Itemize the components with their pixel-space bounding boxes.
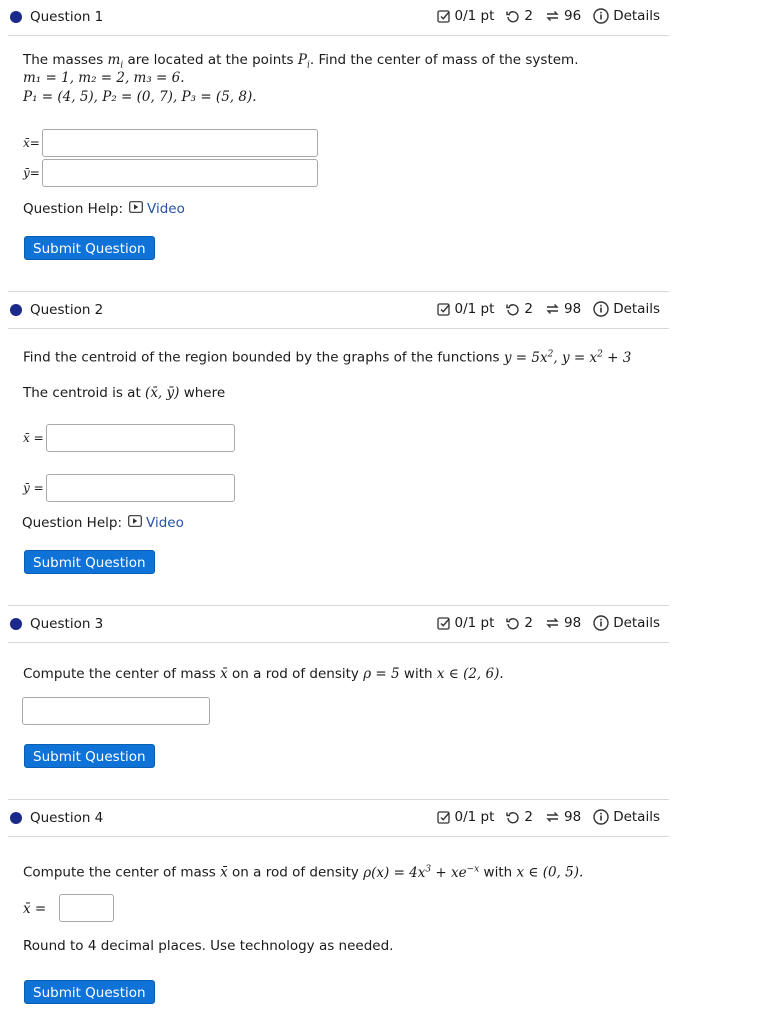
video-label: Video xyxy=(146,515,184,531)
question-2-prompt xyxy=(23,345,631,367)
xbar-label: x̄= xyxy=(23,136,40,150)
prompt-text-2: on a rod of density xyxy=(232,864,359,881)
question-status-dot xyxy=(10,11,22,23)
score-icon xyxy=(437,302,451,316)
math-mi: $m_i$ xyxy=(107,52,124,71)
question-2-header xyxy=(0,293,670,329)
prompt-text-3: with xyxy=(403,666,433,682)
question-meta xyxy=(437,301,660,317)
tries-text: 2 xyxy=(524,809,533,825)
score-text: 0/1 pt xyxy=(454,809,495,825)
question-status-dot xyxy=(10,812,22,824)
answer-input[interactable] xyxy=(22,697,210,725)
score-icon xyxy=(437,810,451,824)
video-link[interactable] xyxy=(128,515,184,531)
info-icon[interactable] xyxy=(593,809,609,825)
tries-icon xyxy=(506,302,520,316)
divider xyxy=(8,291,669,292)
xbar-label: x̄ = xyxy=(23,901,47,917)
xbar-input[interactable] xyxy=(46,424,235,452)
retry-icon xyxy=(545,810,560,824)
retry-icon xyxy=(545,9,560,23)
question-title: Question 3 xyxy=(30,616,104,632)
ybar-input[interactable] xyxy=(46,474,235,502)
question-meta xyxy=(437,8,660,24)
where-text: where xyxy=(183,385,226,401)
question-3-header xyxy=(0,607,670,643)
question-1-header xyxy=(0,0,670,36)
divider xyxy=(8,328,669,329)
question-3-prompt xyxy=(23,665,504,683)
divider xyxy=(8,642,669,643)
retry-icon xyxy=(545,616,560,630)
prompt-text-3: . Find the center of mass of the system. xyxy=(309,52,579,68)
play-icon xyxy=(129,201,143,217)
tries-text: 2 xyxy=(524,8,533,24)
details-link[interactable]: Details xyxy=(613,301,660,317)
retries-text: 98 xyxy=(564,615,582,631)
xbar-label: x̄ = xyxy=(23,431,44,445)
question-title: Question 2 xyxy=(30,302,104,318)
retry-icon xyxy=(545,302,560,316)
details-link[interactable]: Details xyxy=(613,8,660,24)
density-math: $\rho(x) = 4x^3 + xe^{-x}$ xyxy=(363,864,480,881)
tries-text: 2 xyxy=(524,615,533,631)
info-icon[interactable] xyxy=(593,8,609,24)
help-label: Question Help: xyxy=(22,515,122,531)
info-icon[interactable] xyxy=(593,301,609,317)
math-pi: $P_i$ xyxy=(297,52,310,71)
tries-text: 2 xyxy=(524,301,533,317)
centroid-math: (x̄, ȳ) xyxy=(145,385,180,401)
masses-math: m₁ = 1, m₂ = 2, m₃ = 6. xyxy=(23,70,185,86)
prompt-text-2: are located at the points xyxy=(123,52,298,68)
ybar-label: ȳ = xyxy=(23,481,44,495)
prompt-text-3: with xyxy=(483,864,513,881)
play-icon xyxy=(128,515,142,531)
score-text: 0/1 pt xyxy=(454,8,495,24)
interval-math: x ∈ (0, 5). xyxy=(516,864,584,881)
score-text: 0/1 pt xyxy=(454,301,495,317)
question-help xyxy=(23,201,185,217)
interval-math: x ∈ (2, 6). xyxy=(436,666,504,682)
tries-icon xyxy=(506,9,520,23)
ybar-input[interactable] xyxy=(42,159,318,187)
question-meta xyxy=(437,615,660,631)
question-meta xyxy=(437,809,660,825)
divider xyxy=(8,799,669,800)
question-title: Question 1 xyxy=(30,9,104,25)
submit-question-4-button[interactable]: Submit Question xyxy=(24,980,155,1004)
video-label: Video xyxy=(147,201,185,217)
video-link[interactable] xyxy=(129,201,185,217)
prompt-text: Compute the center of mass xyxy=(23,666,216,682)
retries-text: 98 xyxy=(564,301,582,317)
round-instruction: Round to 4 decimal places. Use technology as needed. xyxy=(23,938,394,954)
xbar-math: x̄ xyxy=(220,666,228,682)
xbar-input[interactable] xyxy=(42,129,318,157)
score-icon xyxy=(437,9,451,23)
help-label: Question Help: xyxy=(23,201,123,217)
ybar-label: ȳ= xyxy=(23,166,40,180)
submit-question-2-button[interactable]: Submit Question xyxy=(24,550,155,574)
question-4-prompt xyxy=(23,860,583,882)
prompt-text: Find the centroid of the region bounded by the graphs of the functions xyxy=(23,349,500,366)
divider xyxy=(8,605,669,606)
centroid-text: The centroid is at xyxy=(23,385,141,401)
tries-icon xyxy=(506,810,520,824)
functions-math: $y = 5x^2$, $y = x^2 + 3$ xyxy=(503,349,632,366)
submit-question-1-button[interactable]: Submit Question xyxy=(24,236,155,260)
density-math: ρ = 5 xyxy=(363,666,400,682)
prompt-text: Compute the center of mass xyxy=(23,864,216,881)
answer-input[interactable] xyxy=(59,894,114,922)
question-help xyxy=(22,515,184,531)
question-4-header xyxy=(0,801,670,837)
question-status-dot xyxy=(10,304,22,316)
details-link[interactable]: Details xyxy=(613,615,660,631)
prompt-text: The masses xyxy=(23,52,108,68)
divider xyxy=(8,35,669,36)
divider xyxy=(8,836,669,837)
info-icon[interactable] xyxy=(593,615,609,631)
xbar-math: x̄ xyxy=(220,864,228,881)
tries-icon xyxy=(506,616,520,630)
retries-text: 98 xyxy=(564,809,582,825)
question-status-dot xyxy=(10,618,22,630)
details-link[interactable]: Details xyxy=(613,809,660,825)
submit-question-3-button[interactable]: Submit Question xyxy=(24,744,155,768)
prompt-text-2: on a rod of density xyxy=(232,666,359,682)
score-text: 0/1 pt xyxy=(454,615,495,631)
question-title: Question 4 xyxy=(30,810,104,826)
centroid-line xyxy=(23,384,225,402)
score-icon xyxy=(437,616,451,630)
points-math: P₁ = (4, 5), P₂ = (0, 7), P₃ = (5, 8). xyxy=(23,89,257,105)
retries-text: 96 xyxy=(564,8,582,24)
